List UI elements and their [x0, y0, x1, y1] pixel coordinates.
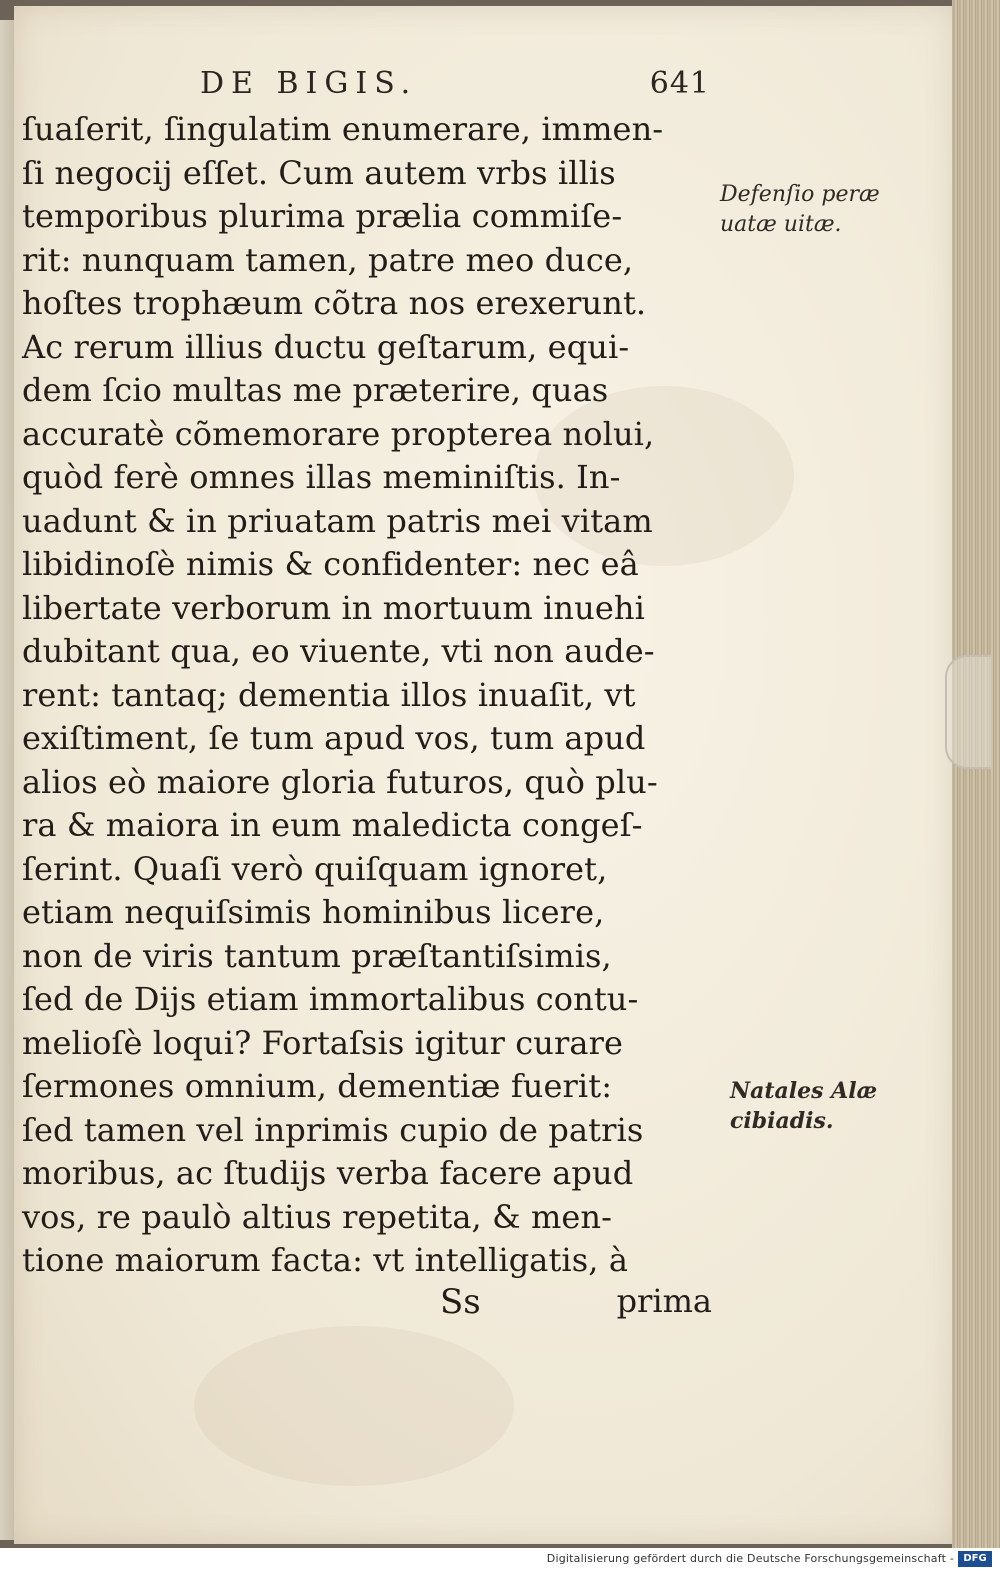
text-line: etiam nequiſsimis hominibus licere,	[22, 893, 605, 931]
text-line: ſerint. Quaſi verò quiſquam ignoret,	[22, 849, 608, 888]
marginal-note-line: uatæ uitæ.	[720, 212, 842, 237]
text-line: rit: nunquam tamen, patre meo duce,	[22, 240, 634, 279]
marginal-note-line: Natales Alæ	[730, 1078, 878, 1104]
catchline	[22, 1282, 712, 1326]
text-line: libertate verborum in mortuum inuehi	[22, 588, 645, 627]
book-clasp	[945, 655, 991, 769]
text-line: moribus, ac ſtudijs verba facere apud	[22, 1154, 634, 1192]
text-line: Ac rerum illius ductu geſtarum, equi-	[22, 327, 630, 366]
text-line: dem ſcio multas me præterire, quas	[22, 371, 609, 409]
text-line: ſi negocij eſſet. Cum autem vrbs illis	[22, 153, 616, 192]
running-head	[200, 66, 710, 106]
text-line: melioſè loqui? Fortaſsis igitur curare	[22, 1023, 624, 1062]
text-line: temporibus plurima prælia commiſe-	[22, 197, 623, 235]
text-line: vos, re paulò altius repetita, & men-	[22, 1197, 613, 1236]
text-line: ſed tamen vel inprimis cupio de patris	[22, 1110, 644, 1149]
digitization-credit: Digitalisierung gefördert durch die Deutsche Forschungsgemeinschaft -	[546, 1552, 954, 1565]
text-line: alios eò maiore gloria futuros, quò plu-	[22, 762, 658, 801]
main-text-block	[22, 108, 722, 1283]
text-line: dubitant qua, eo viuente, vti non aude-	[22, 632, 655, 670]
paper-stain	[194, 1326, 514, 1486]
text-line: rent: tantaq; dementia illos inuaſit, vt	[22, 675, 636, 714]
text-line: ſed de Dijs etiam immortalibus contu-	[22, 980, 639, 1018]
text-line: exiſtiment, ſe tum apud vos, tum apud	[22, 719, 646, 757]
page-number: 641	[649, 66, 710, 101]
text-line: uadunt & in priuatam patris mei vitam	[22, 501, 653, 540]
running-head-title: DE BIGIS.	[200, 66, 418, 101]
marginal-note-line: cibiadis.	[730, 1108, 834, 1134]
text-line: non de viris tantum præſtantiſsimis,	[22, 936, 612, 975]
fore-edge-pages	[952, 0, 1000, 1548]
text-line: ſermones omnium, dementiæ fuerit:	[22, 1067, 613, 1105]
dfg-logo: DFG	[958, 1551, 992, 1567]
text-line: hoſtes trophæum cõtra nos erexerunt.	[22, 284, 647, 322]
text-line: accuratè cõmemorare propterea nolui,	[22, 414, 655, 453]
text-line: ſuaſerit, ſingulatim enumerare, immen-	[22, 110, 664, 148]
signature-mark: Ss	[440, 1282, 481, 1322]
text-line: tione maiorum facta: vt intelligatis, à	[22, 1241, 629, 1279]
marginal-note-defensio	[720, 180, 880, 240]
text-line: ra & maiora in eum maledicta congeſ-	[22, 806, 643, 844]
text-line: quòd ferè omnes illas meminiſtis. In-	[22, 458, 621, 496]
marginal-note-line: Defenſio peræ	[720, 182, 880, 207]
marginal-note-natales	[730, 1076, 877, 1136]
text-line: libidinoſè nimis & confidenter: nec eâ	[22, 545, 639, 583]
catchword: prima	[616, 1282, 712, 1320]
